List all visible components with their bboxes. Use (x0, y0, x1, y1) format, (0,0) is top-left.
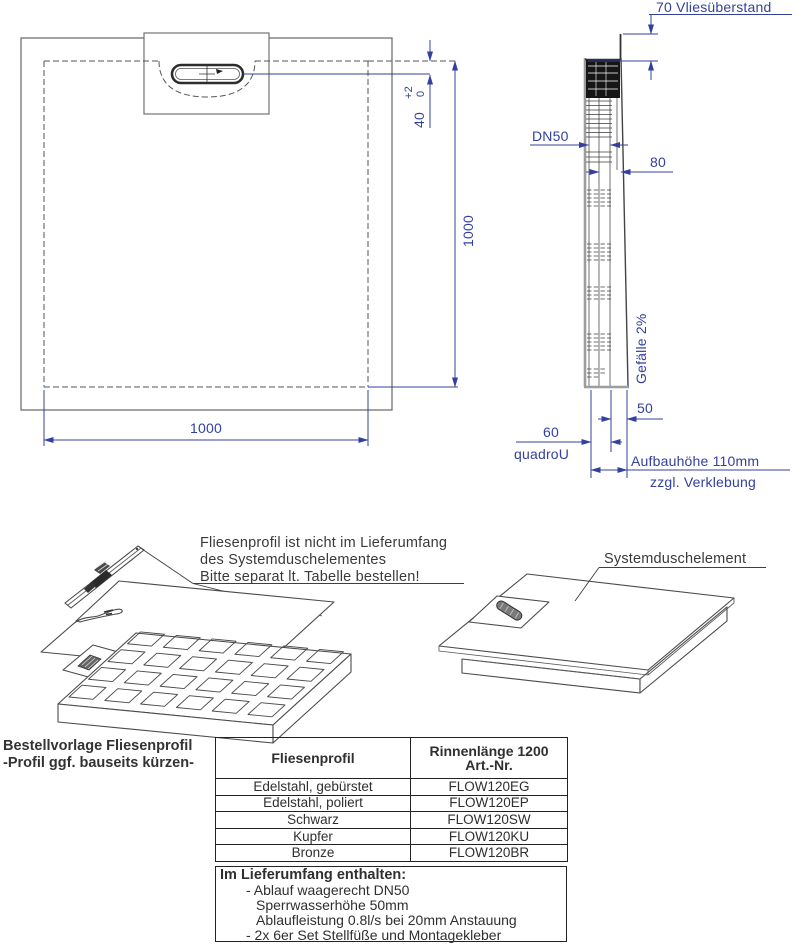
side-view (514, 0, 792, 490)
order-caption-line2: -Profil ggf. bauseits kürzen- (3, 755, 194, 771)
iso-plate (439, 574, 734, 675)
note-line2: des Systemduschelementes (200, 552, 387, 568)
article-number: FLOW120EG (410, 778, 567, 795)
table-row (216, 778, 567, 795)
order-table (215, 737, 568, 862)
dim-60 (514, 424, 622, 462)
dim-height-label: 1000 (460, 215, 476, 247)
tolerance-upper: +2 (403, 86, 415, 99)
product-label: quadroU (514, 446, 570, 462)
tolerance-lower: 0 (415, 90, 427, 97)
profile-name: Kupfer (216, 828, 410, 845)
scope-item: Sperrwasserhöhe 50mm (256, 897, 409, 913)
dim-40-label: 40 (411, 112, 427, 128)
article-number: FLOW120BR (410, 844, 567, 861)
scope-of-delivery-box (215, 866, 567, 942)
scope-item: - 2x 6er Set Stellfüße und Montagekleber (246, 927, 502, 943)
note-line3: Bitte separat lt. Tabelle bestellen! (200, 569, 420, 585)
dim-dn50 (530, 128, 628, 145)
iso-view (439, 551, 766, 693)
dim-60-label: 60 (543, 424, 559, 440)
dim-build-height (591, 453, 790, 490)
order-caption (3, 738, 213, 772)
build-height-label2: zzgl. Verklebung (650, 474, 756, 490)
dim-width-label: 1000 (190, 420, 222, 436)
col-header-artnr-line2: Art.-Nr. (465, 757, 513, 773)
dim-drain-offset (403, 40, 430, 128)
dn50-label: DN50 (532, 128, 569, 144)
table-row (216, 811, 567, 828)
article-number: FLOW120KU (410, 828, 567, 845)
article-number: FLOW120EP (410, 795, 567, 812)
profile-name: Bronze (216, 844, 410, 861)
dim-50 (598, 400, 663, 419)
col-header-artnr-line1: Rinnenlänge 1200 (429, 743, 549, 759)
scope-title: Im Lieferumfang enthalten: (220, 867, 407, 883)
profile-name: Edelstahl, poliert (216, 795, 410, 812)
article-number: FLOW120SW (410, 811, 567, 828)
table-row (216, 795, 567, 812)
fleece-label: 70 Vliesüberstand (656, 0, 772, 15)
element-label: Systemduschelement (604, 551, 747, 567)
slope-label: Gefälle 2% (633, 313, 649, 384)
table-row (216, 844, 567, 861)
plan-view (21, 33, 476, 446)
table-row (216, 828, 567, 845)
dim-80-label: 80 (650, 154, 666, 170)
drain-slot (172, 65, 243, 83)
exploded-view (41, 535, 464, 743)
build-height-label: Aufbauhöhe 110mm (631, 453, 760, 469)
profile-name: Edelstahl, gebürstet (216, 778, 410, 795)
col-header-artnr (410, 738, 567, 778)
col-header-profile: Fliesenprofil (271, 750, 355, 766)
scope-item: - Ablauf waagerecht DN50 (246, 882, 410, 898)
table-header-row (216, 738, 567, 778)
note-line1: Fliesenprofil ist nicht im Lieferumfang (200, 535, 448, 551)
scope-item: Ablaufleistung 0.8l/s bei 20mm Anstauung (256, 912, 517, 928)
profile-name: Schwarz (216, 811, 410, 828)
order-caption-line1: Bestellvorlage Fliesenprofil (3, 738, 193, 754)
dim-50-label: 50 (637, 400, 653, 416)
